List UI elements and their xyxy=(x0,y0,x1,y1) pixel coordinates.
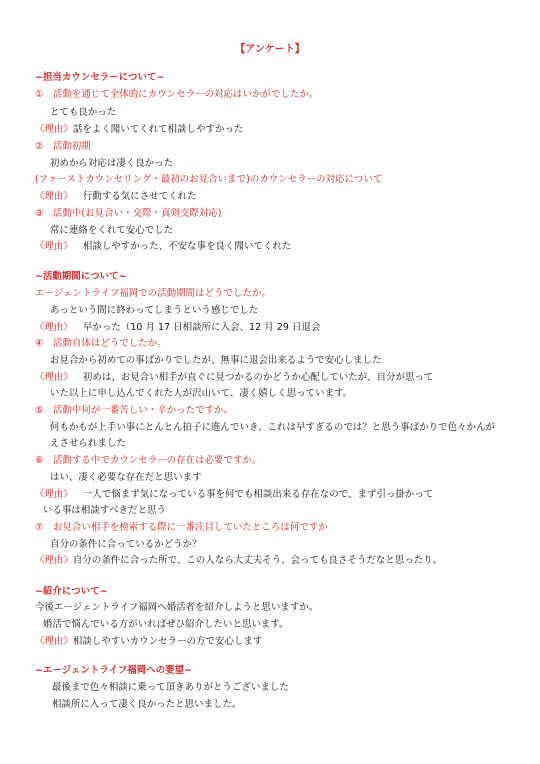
reason-label: 《理由》 xyxy=(35,124,73,135)
reason-label: 《理由》 xyxy=(35,555,73,566)
page-title: 【アンケート】 xyxy=(235,44,305,55)
answer-7: 自分の条件に合っているかどうか？ xyxy=(50,539,202,550)
question-7: ⑦ お見合い相手を検索する際に一番注目していたところは何ですか xyxy=(35,522,328,533)
question-referral: 今後エージェントライフ福岡へ婚活者を紹介しようと思いますか。 xyxy=(35,602,319,613)
reason-referral xyxy=(35,635,262,648)
question-6: ⑥ 活動する中でカウンセラーの存在は必要ですか。 xyxy=(35,455,262,466)
reason-6 xyxy=(35,488,433,501)
reason-label: 《理由》 xyxy=(35,372,73,383)
reason-text: 相談しやすかった、不安な事を良く聞いてくれた xyxy=(82,241,292,252)
reason-1 xyxy=(35,123,243,136)
request-line-2: 相談所に入って凄く良かったと思いました。 xyxy=(52,699,242,710)
reason-label: 《理由》 xyxy=(35,322,73,333)
reason-text: 相談しやすいカウンセラーの方で安心します xyxy=(72,636,263,647)
reason-period xyxy=(35,321,320,334)
reason-text: 一人で悩まず気になっている事を何でも相談出来る存在なので、まず引っ掛かって xyxy=(82,489,434,500)
answer-period: あっという間に終わってしまうという感じでした xyxy=(50,305,259,316)
reason-text: 行動する気にさせてくれた xyxy=(82,191,197,202)
answer-2: 初めから対応は凄く良かった xyxy=(50,158,174,169)
reason-label: 《理由》 xyxy=(35,191,73,202)
section-header-counselor: ~担当カウンセラーについて~ xyxy=(35,72,165,83)
question-2: ② 活動初期 xyxy=(35,141,91,152)
reason-4 xyxy=(35,371,433,384)
reason-label: 《理由》 xyxy=(35,489,73,500)
question-1: ① 活動を通じて全体的にカウンセラーの対応はいかがでしたか。 xyxy=(35,89,319,100)
answer-1: とても良かった xyxy=(50,107,117,118)
answer-5: 何もかもが上手い事にとんとん拍子に進んでいき、これは早すぎるのでは？と思う事ばかりで色々かんが xyxy=(50,422,495,433)
question-period: エージェントライフ福岡での活動期間はどうでしたか。 xyxy=(35,288,271,299)
section-header-period: ~活動期間について~ xyxy=(35,271,127,282)
reason-2 xyxy=(35,190,197,203)
answer-6: はい、凄く必要な存在だと思います xyxy=(50,472,202,483)
question-5: ⑤ 活動中何が一番苦しい・辛かったですか。 xyxy=(35,405,234,416)
reason-label: 《理由》 xyxy=(35,636,73,647)
reason-label: 《理由》 xyxy=(35,241,73,252)
answer-3: 常に連絡をくれて安心でした xyxy=(50,225,174,236)
section-header-request: ~エージェントライフ福岡への要望~ xyxy=(35,665,193,676)
reason-3 xyxy=(35,240,291,253)
reason-text: 自分の条件に合った所で、この人なら大丈夫そう、会っても良さそうだなと思ったり。 xyxy=(72,555,443,566)
answer-4: お見合から初めての事ばかりでしたが、無事に退会出来るようで安心しました xyxy=(50,355,382,366)
question-3: ③ 活動中(お見合い・交際・真剣交際対応) xyxy=(35,208,222,219)
request-line-1: 最後まで色々相談に乗って頂きありがとうございました xyxy=(52,682,289,693)
reason-6-continued: いる事は相談すべきだと思う xyxy=(43,505,166,516)
section-header-referral: ~紹介について~ xyxy=(35,586,108,597)
reason-text: 初めは、お見合い相手が直ぐに見つかるのかどうか心配していたが、自分が思って xyxy=(82,372,434,383)
answer-referral: 婚活で悩んでいる方がいればぜひ紹介したいと思います。 xyxy=(43,619,289,630)
question-4: ④ 活動自体はどうでしたか。 xyxy=(35,338,167,349)
reason-text: 話をよく聞いてくれて相談しやすかった xyxy=(72,124,244,135)
answer-5-continued: えさせられました xyxy=(50,438,126,449)
reason-7 xyxy=(35,554,442,567)
reason-text: 早かった（10 月 17 日相談所に入会、12 月 29 日退会 xyxy=(82,322,321,333)
reason-4-continued: いた以上に申し込んでくれた人が沢山いて、凄く嬉しく思っています。 xyxy=(50,388,353,399)
question-2-sub: (ファーストカウンセリング・最初のお見合いまで)のカウンセラーの対応について xyxy=(35,174,383,185)
